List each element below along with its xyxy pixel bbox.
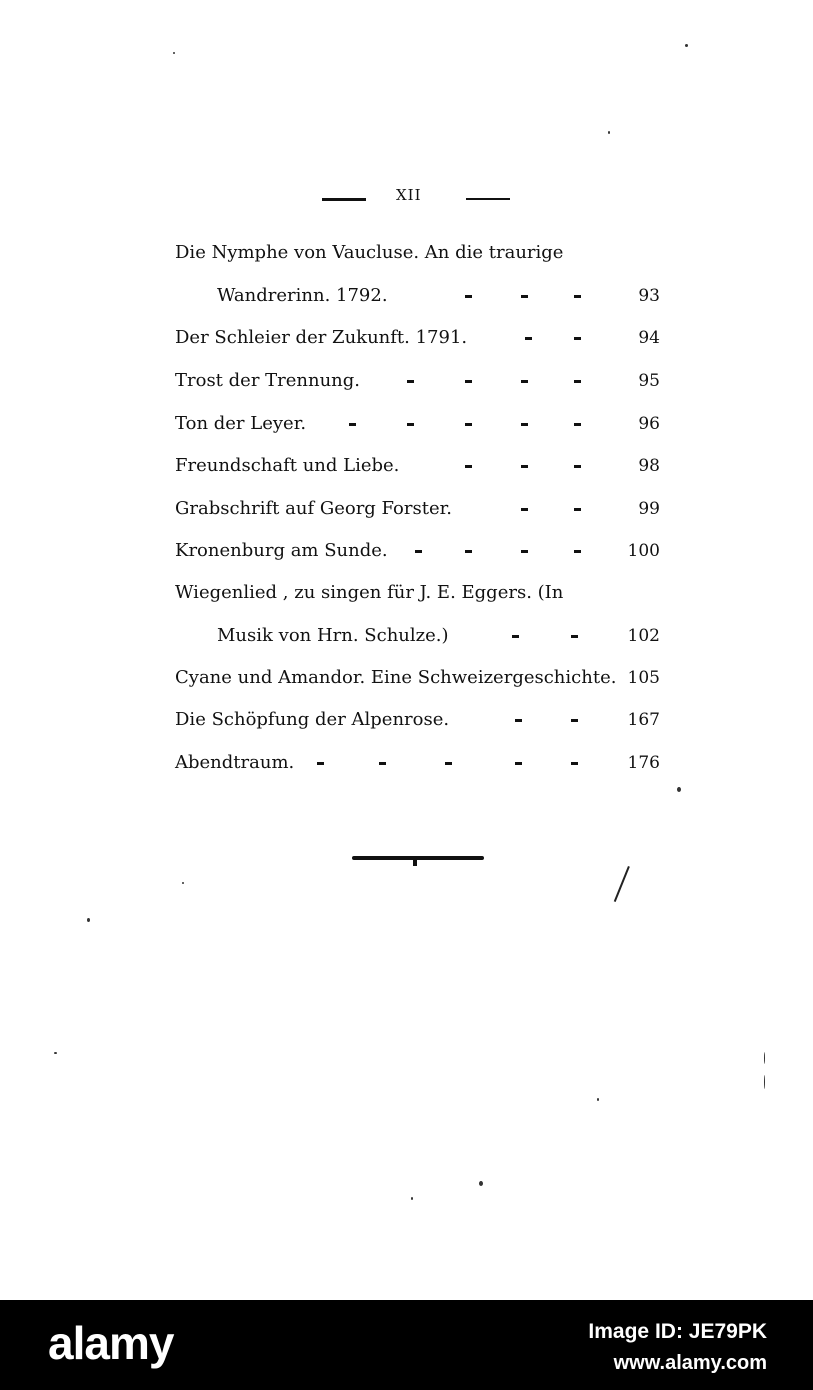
toc-entry (175, 366, 660, 396)
toc-entry (175, 536, 660, 566)
toc-entry-title: Musik von Hrn. Schulze.) (217, 625, 449, 646)
toc-entry (175, 451, 660, 481)
toc-entry (175, 238, 660, 268)
leader-dash (571, 635, 578, 638)
toc-entry-page: 93 (638, 286, 660, 306)
toc-entry-title: Wandrerinn. 1792. (217, 285, 388, 306)
toc-entry-title: Der Schleier der Zukunft. 1791. (175, 327, 468, 348)
paper-speck (685, 44, 688, 47)
toc-entry-title: Grabschrift auf Georg Forster. (175, 498, 452, 519)
toc-entry (175, 578, 660, 608)
toc-entry-title: Cyane und Amandor. Eine Schweizergeschichte. (175, 667, 617, 688)
toc-entry (175, 748, 660, 778)
website-label: www.alamy.com (613, 1352, 767, 1374)
paper-speck (479, 1181, 483, 1186)
toc-entry-page: 167 (627, 710, 660, 730)
ink-stroke-mark (614, 866, 630, 902)
toc-entry-page: 98 (638, 456, 660, 476)
toc-entry-title: Wiegenlied , zu singen für J. E. Eggers. (In (175, 582, 564, 603)
leader-dash (574, 423, 581, 426)
toc-entry-page: 96 (638, 414, 660, 434)
leader-dash (521, 550, 528, 553)
toc-entry-title: Abendtraum. (175, 752, 295, 773)
header-rule-right (466, 198, 510, 200)
paper-speck (54, 1052, 57, 1054)
header-rule-left (322, 198, 366, 201)
paper-speck (597, 1098, 599, 1101)
end-ornament-rule (352, 856, 484, 860)
leader-dash (571, 762, 578, 765)
leader-dash (521, 380, 528, 383)
leader-dash (574, 508, 581, 511)
leader-dash (415, 550, 422, 553)
leader-dash (571, 719, 578, 722)
toc-entry-title: Die Schöpfung der Alpenrose. (175, 709, 450, 730)
leader-dash (521, 423, 528, 426)
leader-dash (317, 762, 324, 765)
leader-dash (521, 508, 528, 511)
toc-entry-page: 94 (638, 328, 660, 348)
toc-entry-page: 176 (627, 753, 660, 773)
paper-speck (677, 787, 681, 792)
leader-dash (574, 380, 581, 383)
brand-logo: alamy (48, 1317, 174, 1369)
leader-dash (349, 423, 356, 426)
end-ornament-tick (413, 858, 417, 866)
toc-entry (175, 281, 660, 311)
paper-speck (764, 1075, 765, 1089)
page-number: XII (396, 186, 422, 204)
leader-dash (521, 465, 528, 468)
leader-dash (465, 380, 472, 383)
leader-dash (525, 337, 532, 340)
paper-speck (182, 882, 184, 884)
toc-entry-page: 105 (627, 668, 660, 688)
toc-entry-page: 102 (627, 626, 660, 646)
leader-dash (521, 295, 528, 298)
paper-speck (764, 1052, 765, 1064)
image-id-label: Image ID: JE79PK (588, 1320, 767, 1343)
leader-dash (515, 719, 522, 722)
leader-dash (407, 423, 414, 426)
page-header (0, 186, 813, 214)
paper-speck (87, 918, 90, 922)
toc-entry-page: 99 (638, 499, 660, 519)
toc-entry-page: 100 (627, 541, 660, 561)
toc-entry (175, 621, 660, 651)
toc-entry-page: 95 (638, 371, 660, 391)
leader-dash (574, 465, 581, 468)
leader-dash (465, 465, 472, 468)
toc-entry (175, 663, 660, 693)
paper-speck (608, 131, 610, 134)
toc-entry (175, 705, 660, 735)
toc-entry-title: Die Nymphe von Vaucluse. An die traurige (175, 242, 564, 263)
leader-dash (445, 762, 452, 765)
leader-dash (465, 423, 472, 426)
toc-entry (175, 323, 660, 353)
toc-entry-title: Freundschaft und Liebe. (175, 455, 400, 476)
leader-dash (465, 550, 472, 553)
toc-entry (175, 494, 660, 524)
leader-dash (574, 337, 581, 340)
leader-dash (465, 295, 472, 298)
leader-dash (574, 295, 581, 298)
watermark-banner (0, 1300, 813, 1390)
paper-speck (173, 52, 175, 54)
paper-speck (411, 1197, 413, 1200)
toc-entry-title: Ton der Leyer. (175, 413, 307, 434)
toc-entry-title: Trost der Trennung. (175, 370, 361, 391)
leader-dash (515, 762, 522, 765)
leader-dash (574, 550, 581, 553)
toc-entry-title: Kronenburg am Sunde. (175, 540, 388, 561)
leader-dash (379, 762, 386, 765)
toc-entry (175, 409, 660, 439)
leader-dash (512, 635, 519, 638)
leader-dash (407, 380, 414, 383)
